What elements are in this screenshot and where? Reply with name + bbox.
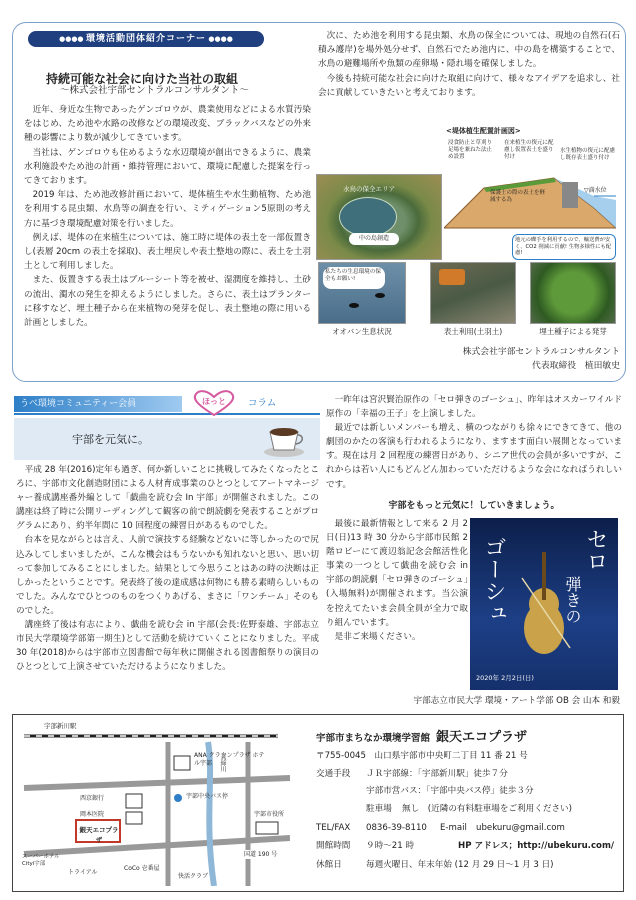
cross-section-diagram [444,126,616,232]
hotel-building [174,756,190,770]
article-body-left [24,103,311,330]
map-label-trail: トライアル [68,869,98,876]
stone-wall [562,182,578,208]
tel-label: TEL/FAX [316,823,351,833]
paragraph: 講座終了後は有志により、戯曲を読む会 in 宇部(会長:佐野泰雄、宇部志立市民大学環境学部第一期生)として活動を続けていくことになりました。平成 30 年(2018)からは宇部市立図書館で毎年秋に開催される図書館祭りの演目のひとつとして上演させていただけるようになりました。 [16,620,319,673]
map-label-city-office: 宇部市役所 [254,811,285,818]
label-surface: 浸食防止と草刈り足場を兼ねた法止め設置 [448,140,493,160]
column-title: 宇部を元気に。 [72,433,149,446]
company-signature [396,345,620,373]
hours-label: 開館時間 [316,841,351,851]
label-native: 在来植生の復元に配慮し仮置表土を盛り付け [504,140,554,160]
paragraph: 台本を見ながらとは言え、人前で演技する経験などないに等しかったので尻込みしてしまいましたが、こんな機会はもうないかも知れないと思い、思い切って参加してみることにしました。結果として今思うことはあの時の決断は正しかったということです。発表終了後の達成感は何物にも勝る素晴らしいものでした。みんなでひとつのものをつくりあげる、まさに「ワンチーム」そのものでした。 [16,535,319,616]
poster-date: 2020年 2月2日(日) [476,674,534,683]
clinic-building [126,812,142,824]
map-label-coco: CoCo 壱番屋 [124,865,160,872]
hours: ９時～21 時 [366,841,415,851]
label-water: 水生植物の復元に配慮し既存表土盛り付け [560,148,616,161]
access-label: 交通手段 [316,769,351,779]
paragraph: 当社は、ゲンゴロウも住めるような水辺環境が創出できるように、農業水利施設やため池の計画・維持管理において、環境に配慮した提案を行ってきております。 [24,147,311,187]
org-name-big: 銀天エコプラザ [436,730,528,745]
paragraph: 今後も持続可能な社会に向けた取組に向けて、様々なアイデアを追求し、社会に貢献していきたいと考えております。 [318,73,620,98]
poster-title-1: セロ [583,528,608,572]
banner-dots-right: ●●●● [206,35,233,43]
photo-caption: 埋土種子による発芽 [539,327,607,336]
article-subtitle: ～株式会社宇部セントラルコンサルタント～ [60,85,249,96]
closed-label: 休館日 [316,860,342,870]
paragraph: 2019 年は、ため池改修計画において、堤体植生や水生動植物、ため池を利用する昆虫類、水鳥等の調査を行い、ミティゲーション5原則の考え方に基づき環境配慮対策を行いました。 [24,190,311,229]
paragraph: 近年、身近な生物であったゲンゴロウが、農業使用などによる水質汚染をはじめ、ため池や水路の改修などの環境改変、ブラックバスなどの外来種の影響により数が減少してきています。 [24,105,311,144]
bird-area-label: 水鳥の保全エリア [343,185,395,193]
map-label-bus: 宇部中央バス停 [186,793,229,800]
closed-days: 毎週火曜日、年末年始 (12 月 29 日～1 月 3 日) [366,860,554,870]
email-address[interactable]: ubekuru@gmail.com [476,823,565,833]
photo-caption: 表土利用(土羽土) [443,327,503,336]
bird-mark [375,293,385,298]
photo-caption: オオバン生息状況 [332,327,392,336]
diagram-title: <堤体植生配置計画図> [446,127,521,135]
parking-label: 駐車場 [366,804,392,814]
article-body-right [318,29,620,100]
paragraph: 一昨年は宮沢賢治原作の「セロ弾きのゴーシュ」、昨年はオスカーワイルド原作の「幸福の王子」を上演しました。 [326,395,622,420]
paragraph: 平成 28 年(2016)定年も過ぎ、何か新しいことに挑戦してみたくなったところに、宇部市文化創造財団による人材育成事業のひとつとしてアートマネージャー養成講座番外編として「戯曲を読む会 In 宇部」が開催されました。この講座は終了時に公開リーディングして観客の前で朗読劇を発表することがプログラムにあり、約半年間に 10 回程度の練習日があるものでした。 [16,465,319,532]
label-full-water: ▽満水位 [584,187,607,194]
map-label-kaisoku: 快活クラブ [178,873,209,880]
creature-bubble: 私たちの生息環境の保全もお願い! [323,267,385,289]
section-banner [28,31,264,47]
column-body-right [326,393,622,492]
email-label: E-mail [440,823,467,833]
aerial-photo [316,174,442,260]
photo-coot [318,262,406,324]
paragraph: 例えば、堤体の在来植生については、施工時に堤体の表土を一部仮置きし(表層 20cm の表土を採取)、表土埋戻しや表土整地の際に、表土を土羽土として利用しました。 [24,232,311,272]
cello-icon [514,548,574,668]
column-body-right-2 [326,517,468,644]
coffee-cup-icon [262,420,306,458]
org-name-text: 宇部市まちなか環境学習館 [316,733,431,744]
parking-info: 無し (近隣の有料駐車場をご利用ください) [402,804,572,814]
paragraph: 最近では新しいメンバーも増え、横のつながりも徐々にできてきて、他の劇団のかたの客演も行われるようになり、ますます面白い展開となっています。現在は月 2 回程度の練習日があり、シニア世代の会員が多いですが、これからは若い人にもどんどん加わっていただけるような会になればうれしいです。 [326,423,622,490]
map-label-river: 真締川 [219,754,226,772]
article-title: 持続可能な社会に向けた当社の取組 [46,72,239,86]
bank-building [126,794,142,808]
stone-bubble: 地元の礫手を利用するので、輸送費が安く、CO2 削減に貢献! 生物多様性にも配慮! [512,234,616,260]
island-label: 中の島創造 [349,233,399,245]
tel-number: 0836-39-8110 [366,823,427,833]
map-label-station: 宇部新川駅 [44,722,77,730]
map-label-hotel2: スーパーホテル Cityi宇部 [22,854,60,867]
pond-shape [339,197,397,237]
org-name [316,728,527,748]
heart-text: ほっと [202,397,226,406]
embankment-diagram [316,126,616,260]
access-rail: ＪＲ宇部線：「宇部新川駅」徒歩７分 [366,769,508,779]
map-label-hotel: ANA クラウンプラザ ホテル宇部 [194,752,265,767]
bird-mark [349,303,359,308]
access-bus: 宇部市営バス：「宇部中央バス停」徒歩３分 [366,786,534,796]
play-poster [470,518,618,690]
access-map [18,718,290,886]
map-label-clinic: 岡本医院 [80,811,105,818]
banner-dots-left: ●●●● [59,35,86,43]
photo-topsoil [430,262,516,324]
section-banner-label: 環境活動団体紹介コーナー [85,34,206,44]
representative-name: 代表取締役 植田敏史 [532,361,620,371]
map-label-route: 国道 190 号 [244,851,278,858]
map-label-ecoplaza: 銀天エコプラザ [79,826,119,844]
company-name: 株式会社宇部セントラルコンサルタント [462,347,620,357]
address: 〒755-0045 山口県宇部市中央町二丁目 11 番 21 号 [316,751,528,761]
homepage-link[interactable]: HP アドレス；http://ubekuru.com/ [458,841,615,851]
paragraph: 最後に最新情報として来る 2 月 2 日(日)13 時 30 分から宇部市民館 2 階ロビーにて渡辺翁記念会館活性化事業の一つとして戯曲を読む会 in 宇部の朗読劇「セロ弾きのゴーシュ」(入場無料)が開催されます。当公演を控えてたいま会員全員が全力で取り組んでいます。 [326,519,468,628]
column-banner [14,393,320,415]
column-banner-bar: うべ環境コミュニティー会員 [14,396,182,412]
photo-seeds [530,262,616,324]
poster-title-2: 弾きの [563,576,582,624]
column-signature: 宇部志立市民大学 環境・アート学部 OB 会 山本 和毅 [413,696,620,706]
bus-stop-marker [174,794,182,802]
paragraph: また、仮置きする表土はブルーシート等を被せ、湿潤度を維持し、土砂の流出、濁水の発生を抑えるようにしました。さらに、表土はプランターに移すなど、埋土種子から在来植物の発芽を促し、表土整地の際に用いる計画としました。 [24,275,311,329]
paragraph: 次に、ため池を利用する昆虫類、水鳥の保全については、現地の自然石(石積み護岸)を場外処分せず、自然石でため池内に、中の島を構築することで、水鳥の避難場所や魚類の産卵場・隠れ場を確保しました。 [318,31,620,70]
excavator-mark [439,269,465,285]
city-office-building [256,822,278,834]
column-subheading: 宇部をもっと元気に！していきましょう。 [388,501,560,511]
map-label-bank: 西京銀行 [80,795,105,802]
paragraph: 是非ご来場ください。 [334,631,421,642]
column-body-left [16,463,319,674]
column-banner-right: コラム [248,398,277,409]
poster-title-3: ゴーシュ [481,536,506,624]
label-protect: 保護土の際の表土を軽減する為 [490,190,546,203]
